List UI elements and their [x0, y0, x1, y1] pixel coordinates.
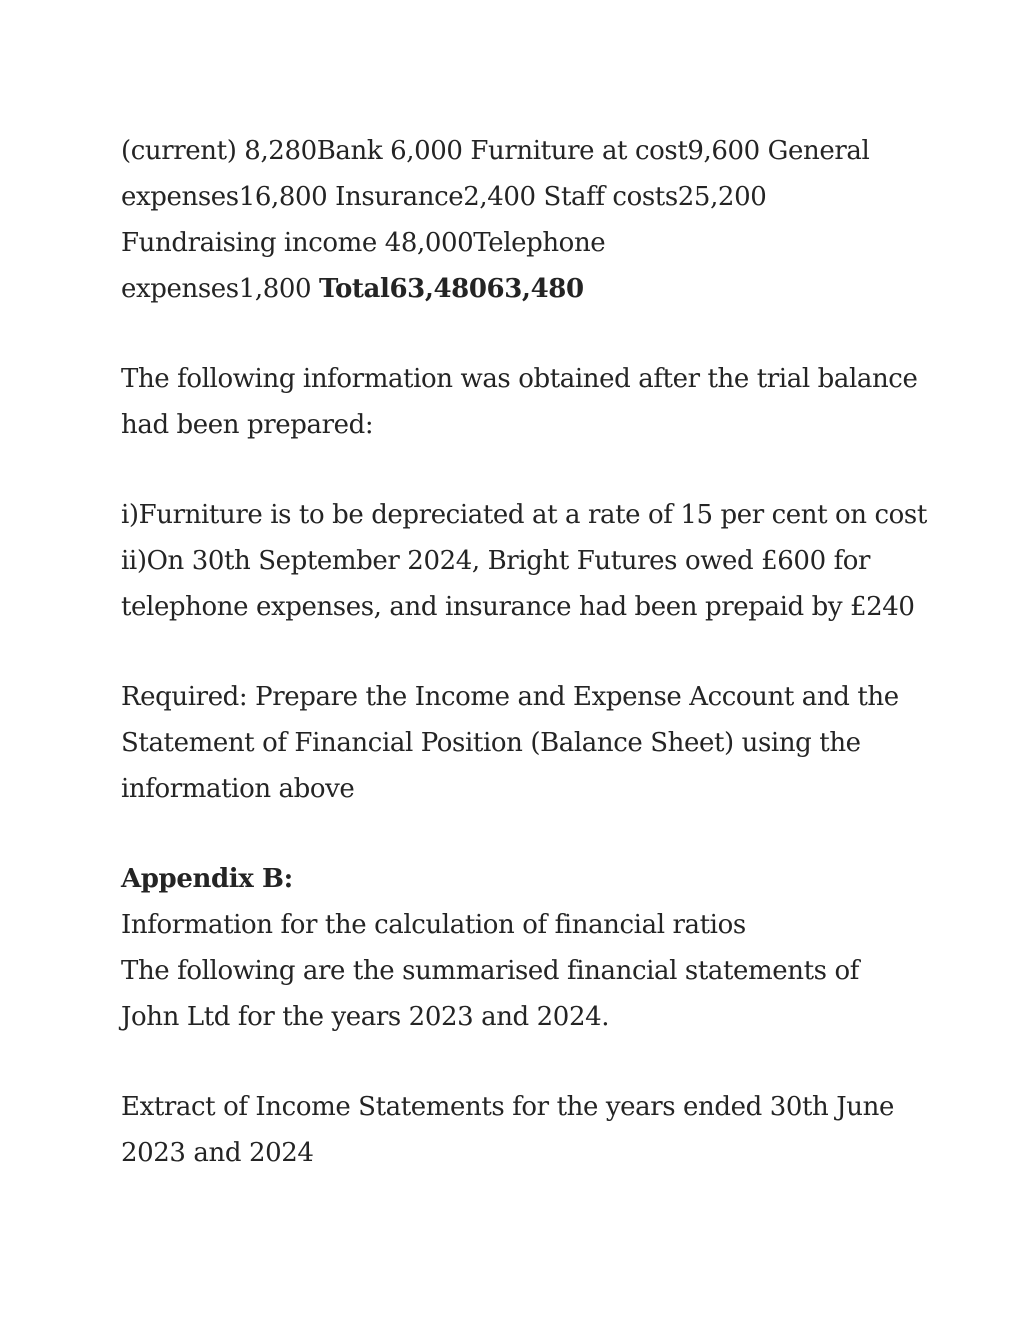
trial-balance-line-1: (current) 8,280Bank 6,000 Furniture at cost9,600 General — [121, 136, 870, 166]
required-line-2: Statement of Financial Position (Balance Sheet) using the — [121, 728, 861, 758]
appendix-b-line-2: The following are the summarised financial statements of — [121, 956, 859, 986]
trial-balance-fragment — [121, 128, 911, 312]
appendix-b-line-3: John Ltd for the years 2023 and 2024. — [121, 1002, 610, 1032]
info-intro-line-2: had been prepared: — [121, 410, 374, 440]
required-line-3: information above — [121, 774, 355, 804]
trial-balance-total: Total63,48063,480 — [319, 274, 584, 304]
extract-line-2: 2023 and 2024 — [121, 1138, 314, 1168]
extract-heading — [121, 1084, 911, 1176]
trial-balance-line-3: Fundraising income 48,000Telephone — [121, 228, 606, 258]
adjustment-line-3: telephone expenses, and insurance had been prepaid by £240 — [121, 592, 915, 622]
appendix-b-line-1: Information for the calculation of financial ratios — [121, 910, 746, 940]
document-body — [121, 128, 927, 1220]
adjustments — [121, 492, 927, 630]
info-intro — [121, 356, 918, 448]
required-line-1: Required: Prepare the Income and Expense Account and the — [121, 682, 899, 712]
trial-balance-line-4-text: expenses1,800 — [121, 274, 319, 304]
adjustment-line-1: i)Furniture is to be depreciated at a rate of 15 per cent on cost — [121, 500, 927, 530]
appendix-b — [121, 856, 911, 1040]
info-intro-line-1: The following information was obtained after the trial balance — [121, 364, 918, 394]
appendix-b-heading: Appendix B: — [121, 864, 293, 894]
adjustment-line-2: ii)On 30th September 2024, Bright Futures owed £600 for — [121, 546, 871, 576]
trial-balance-line-2: expenses16,800 Insurance2,400 Staff costs25,200 — [121, 182, 767, 212]
extract-line-1: Extract of Income Statements for the years ended 30th June — [121, 1092, 894, 1122]
trial-balance-line-4 — [121, 266, 911, 312]
required-section — [121, 674, 911, 812]
